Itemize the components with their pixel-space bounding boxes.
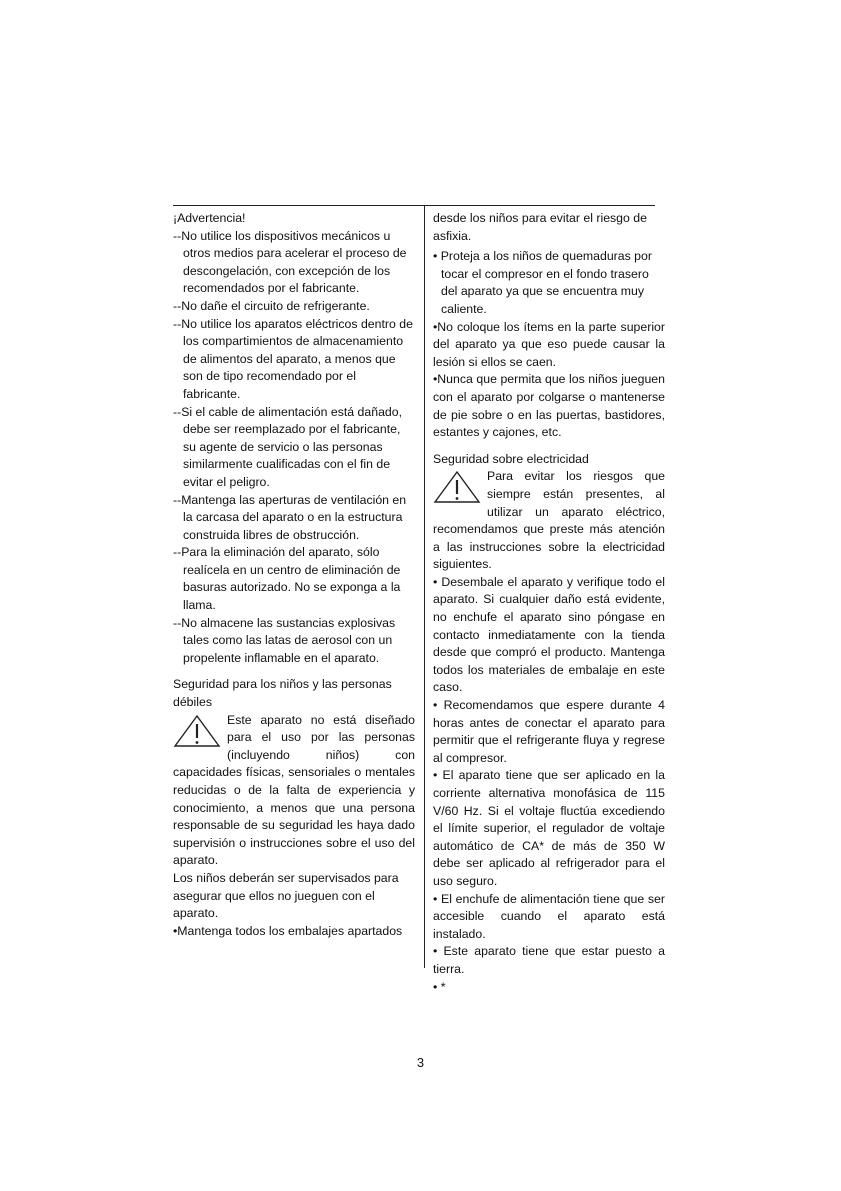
children-warning-block (173, 712, 415, 870)
warning-item: --No almacene las sustancias explosivas tales como las latas de aerosol con un propelente inflamable en el aparato. (173, 615, 396, 665)
electric-item: • Este aparato tiene que estar puesto a tierra. (433, 944, 665, 976)
warning-triangle-icon (433, 470, 481, 504)
electric-item: • Recomendamos que espere durante 4 horas antes de conectar el aparato para permitir que el refrigerante fluya y regrese al compresor. (433, 698, 665, 765)
warning-item: --No dañe el circuito de refrigerante. (173, 298, 370, 313)
electric-warning-block (433, 468, 665, 574)
child-safety-item: •No coloque los ítems en la parte superior del aparato ya que eso puede causar la lesión si ellos se caen. (433, 319, 665, 369)
electric-item: • El aparato tiene que ser aplicado en la corriente alternativa monofásica de 115 V/60 Hz. Si el voltaje fluctúa excediendo el límite superior, el regulador de voltaje automático de CA* de más de 350 W debe ser aplicado al refrigerador para el uso seguro. (433, 768, 665, 888)
warning-item: --No utilice los aparatos eléctricos dentro de los compartimientos de almacenamiento de alimentos del aparato, a menos que son de tipo recomendado por el fabricante. (173, 316, 413, 401)
warning-item: --No utilice los dispositivos mecánicos u otros medios para acelerar el proceso de descongelación, con excepción de los recomendados por el fabricante. (173, 228, 407, 296)
page-number: 3 (416, 1055, 425, 1070)
column-divider (424, 205, 425, 968)
warning-triangle-icon (173, 714, 221, 748)
children-safety-heading: Seguridad para los niños y las personas débiles (173, 677, 392, 710)
left-column (173, 210, 415, 940)
warning-item: --Si el cable de alimentación está dañado, debe ser reemplazado por el fabricante, su agente de servicio o las personas similarmente cualificadas con el fin de evitar el peligro. (173, 404, 402, 489)
electric-item: • Desembale el aparato y verifique todo el aparato. Si cualquier daño está evidente, no enchufe el aparato sino póngase en contacto inmediatamente con la tienda desde que compró el producto. Mantenga todos los materiales de embalaje en este caso. (433, 574, 665, 695)
electric-safety-heading: Seguridad sobre electricidad (433, 451, 589, 466)
electric-intro-text: Para evitar los riesgos que siempre están presentes, al utilizar un aparato eléctrico, recomendamos que preste más atención a las instrucciones sobre la electricidad siguientes. (433, 469, 665, 572)
electric-item: • El enchufe de alimentación tiene que ser accesible cuando el aparato está instalado. (433, 891, 665, 941)
child-safety-item: •Nunca que permita que los niños jueguen con el aparato por colgarse o mantenerse de pie sobre o en las puertas, bastidores, estantes y cajones, etc. (433, 372, 665, 440)
children-supervision-text: Los niños deberán ser supervisados para asegurar que ellos no jueguen con el aparato. (173, 870, 399, 921)
children-warning-text: Este aparato no está diseñado para el uso por las personas (incluyendo niños) con capacidades físicas, sensoriales o mentales reducidas o de la falta de experiencia y conocimiento, a menos que una persona responsable de su seguridad les haya dado supervisión o instrucciones sobre el uso del aparato. (173, 712, 415, 868)
top-rule (173, 205, 655, 206)
packaging-item-start: •Mantenga todos los embalajes apartados (173, 923, 403, 938)
packaging-item-end: desde los niños para evitar el riesgo de asfixia. (433, 211, 647, 243)
warning-item: --Mantenga las aperturas de ventilación en la carcasa del aparato o en la estructura construida libres de obstrucción. (173, 492, 407, 542)
warning-title: ¡Advertencia! (173, 211, 246, 225)
child-safety-item: • Proteja a los niños de quemaduras por tocar el compresor en el fondo trasero del aparato ya que se encuentra muy caliente. (433, 249, 652, 316)
electric-item: • * (433, 979, 446, 994)
warning-item: --Para la eliminación del aparato, sólo realícela en un centro de eliminación de basuras autorizado. No se exponga a la llama. (173, 545, 401, 613)
right-column (433, 210, 665, 996)
